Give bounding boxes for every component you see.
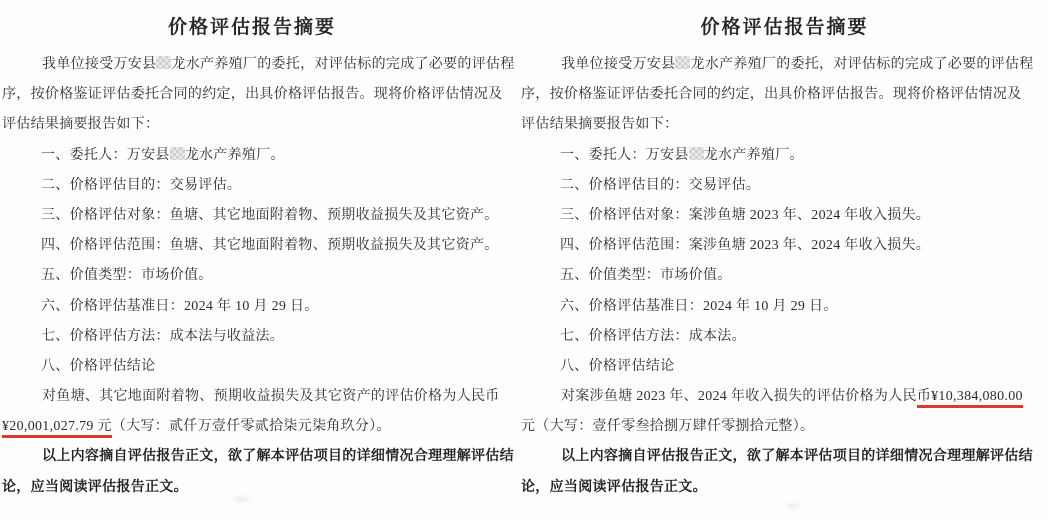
text-line <box>521 322 1048 352</box>
redaction-block <box>170 147 185 160</box>
scan-smudge <box>786 504 800 508</box>
redaction-block <box>675 56 690 69</box>
text-line <box>2 412 502 442</box>
redaction-block <box>156 56 171 69</box>
text-line <box>521 110 1048 140</box>
text-segment: 三、价格评估对象：案涉鱼塘 2023 年、2024 年收入损失。 <box>560 207 931 223</box>
text-line <box>2 442 514 472</box>
text-segment: 五、价值类型：市场价值。 <box>560 268 732 284</box>
text-segment: 八、价格评估结论 <box>41 358 156 374</box>
text-line <box>2 171 502 201</box>
report-page-left <box>2 0 515 520</box>
text-segment: 对鱼塘、其它地面附着物、预期收益损失及其它资产的评估价格为人民币 <box>42 389 500 405</box>
text-line <box>2 80 502 110</box>
text-segment: 三、价格评估对象：鱼塘、其它地面附着物、预期收益损失及其它资产。 <box>41 207 499 223</box>
scan-smudge <box>232 497 250 502</box>
text-line <box>521 442 1048 472</box>
text-line <box>521 292 1048 322</box>
text-segment: 论，应当阅读评估报告正文。 <box>521 479 707 495</box>
text-segment: 四、价格评估范围：案涉鱼塘 2023 年、2024 年收入损失。 <box>560 238 931 254</box>
text-line <box>521 231 1048 261</box>
text-segment: 五、价值类型：市场价值。 <box>41 268 213 284</box>
text-line <box>521 473 1048 503</box>
text-line <box>2 473 502 503</box>
text-segment: 以上内容摘自评估报告正文，欲了解本评估项目的详细情况合理理解评估结 <box>42 449 514 465</box>
text-segment: 元（大写：壹仟零叁拾捌万肆仟零捌拾元整）。 <box>521 419 815 435</box>
text-segment: （大写：贰仟万壹仟零贰拾柒元柒角玖分）。 <box>111 419 391 435</box>
text-line <box>2 141 502 171</box>
report-title: 价格评估报告摘要 <box>700 17 869 38</box>
report-body <box>2 50 515 503</box>
redaction-block <box>689 147 704 160</box>
report-body <box>521 50 1048 503</box>
text-line <box>521 171 1048 201</box>
text-segment: 龙水产养殖厂。 <box>703 147 804 163</box>
text-segment: 评估结果摘要报告如下： <box>2 117 160 133</box>
text-line <box>521 201 1048 231</box>
text-line <box>2 261 502 291</box>
text-line <box>2 50 515 80</box>
text-line <box>2 292 502 322</box>
underlined-amount: ¥20,001,027.79 元 <box>2 419 112 438</box>
text-segment: 六、价格评估基准日：2024 年 10 月 29 日。 <box>41 298 319 314</box>
underlined-amount: 币¥10,384,080.00 <box>917 389 1023 408</box>
text-line <box>2 110 502 140</box>
text-line <box>521 352 1048 382</box>
text-segment: 我单位接受万安县 <box>561 57 676 72</box>
text-line <box>2 322 502 352</box>
text-segment: 二、价格评估目的：交易评估。 <box>41 177 242 193</box>
text-line <box>521 382 1048 412</box>
text-segment: 序，按价格鉴证评估委托合同的约定，出具价格评估报告。现将价格评估情况及 <box>2 87 503 103</box>
text-segment: 龙水产养殖厂的委托，对评估标的完成了必要的评估程 <box>690 57 1034 72</box>
text-segment: 龙水产养殖厂的委托，对评估标的完成了必要的评估程 <box>171 57 515 72</box>
text-segment: 七、价格评估方法：成本法与收益法。 <box>41 328 285 344</box>
text-line <box>521 80 1048 110</box>
report-title: 价格评估报告摘要 <box>167 17 336 38</box>
text-segment: 序，按价格鉴证评估委托合同的约定，出具价格评估报告。现将价格评估情况及 <box>521 87 1022 103</box>
text-segment: 二、价格评估目的：交易评估。 <box>560 177 761 193</box>
text-line <box>2 231 502 261</box>
text-line <box>521 50 1048 80</box>
text-segment: 六、价格评估基准日：2024 年 10 月 29 日。 <box>560 298 838 314</box>
text-line <box>521 141 1048 171</box>
report-page-right <box>521 0 1048 520</box>
text-line <box>2 201 502 231</box>
text-line <box>2 382 502 412</box>
text-segment: 七、价格评估方法：成本法。 <box>560 328 746 344</box>
text-segment: 四、价格评估范围：鱼塘、其它地面附着物、预期收益损失及其它资产。 <box>41 238 499 254</box>
text-line <box>521 261 1048 291</box>
text-segment: 八、价格评估结论 <box>560 358 675 374</box>
text-segment: 一、委托人：万安县 <box>41 147 170 163</box>
text-segment: 对案涉鱼塘 2023 年、2024 年收入损失的评估价格为人民 <box>561 389 917 405</box>
text-segment: 论，应当阅读评估报告正文。 <box>2 479 188 495</box>
text-segment: 评估结果摘要报告如下： <box>521 117 679 133</box>
text-line <box>521 412 1048 442</box>
text-segment: 龙水产养殖厂。 <box>184 147 285 163</box>
text-segment: 我单位接受万安县 <box>42 57 157 72</box>
text-segment: 一、委托人：万安县 <box>560 147 689 163</box>
text-segment: 以上内容摘自评估报告正文，欲了解本评估项目的详细情况合理理解评估结 <box>561 449 1033 465</box>
text-line <box>2 352 502 382</box>
